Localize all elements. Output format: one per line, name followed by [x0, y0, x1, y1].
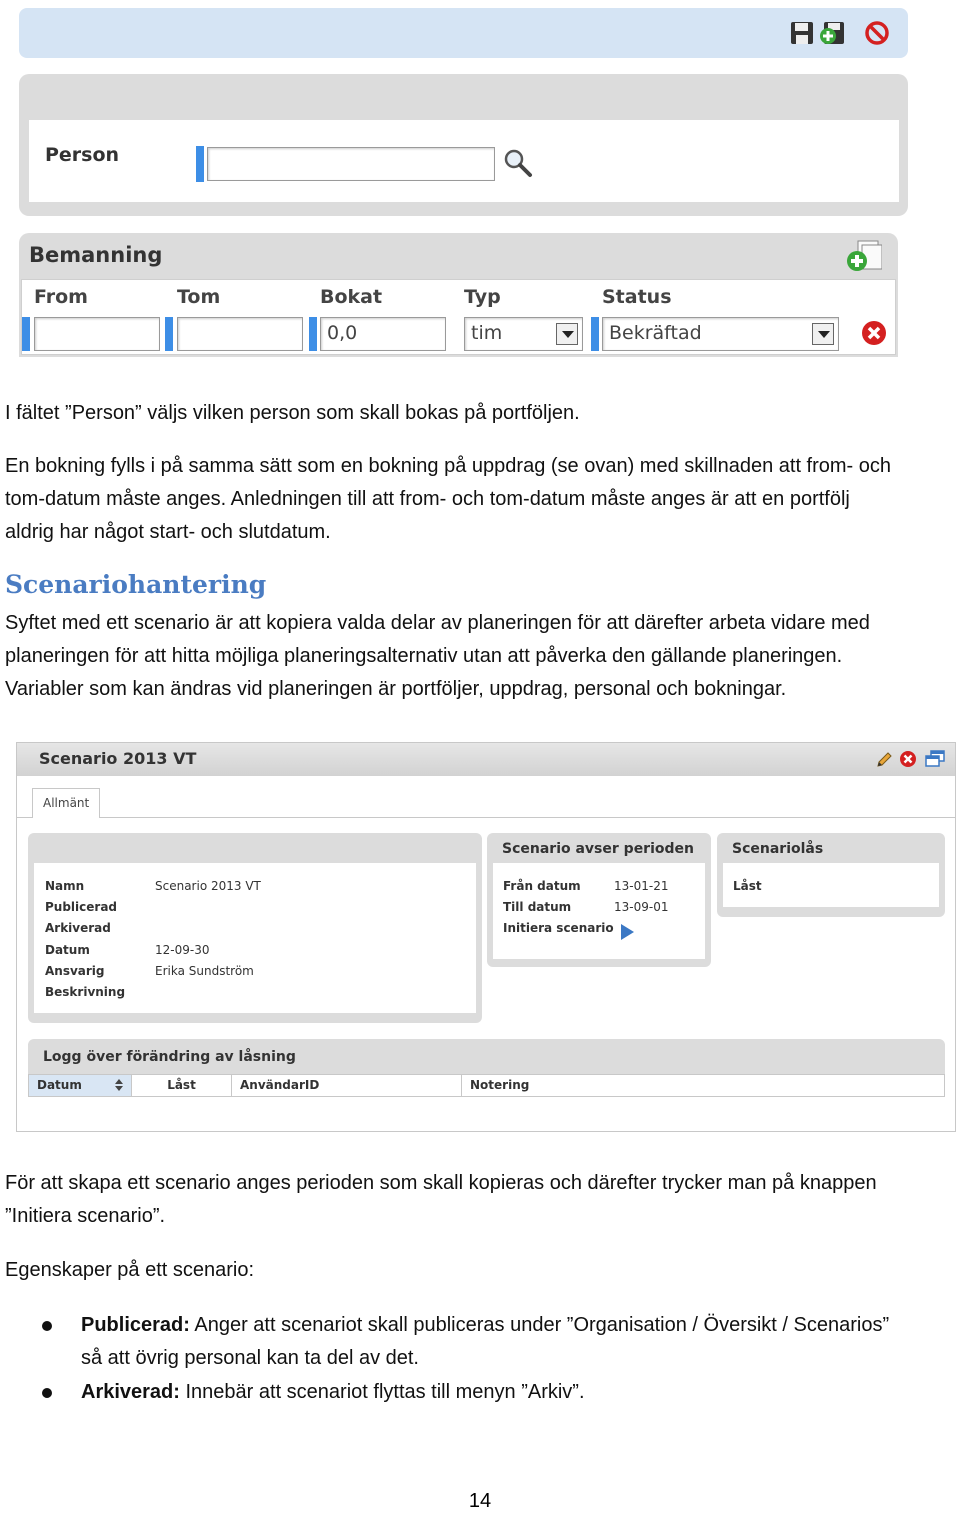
ansvarig-value: Erika Sundström	[155, 964, 254, 978]
fran-datum-value[interactable]: 13-01-21	[614, 879, 669, 893]
period-title: Scenario avser perioden	[502, 841, 694, 857]
log-table-header	[28, 1074, 945, 1097]
bemanning-body	[21, 279, 896, 355]
paragraph-booking-line3: aldrig har något start- och slutdatum.	[5, 521, 331, 543]
log-col-datum[interactable]	[29, 1075, 132, 1096]
from-input[interactable]	[34, 317, 160, 351]
page-number: 14	[468, 1490, 492, 1512]
status-value: Bekräftad	[609, 322, 702, 344]
bemanning-panel	[19, 233, 898, 357]
required-indicator	[22, 317, 30, 351]
required-indicator	[196, 146, 204, 182]
scenario-window	[16, 742, 956, 1132]
bullet-arkiverad-text: Innebär att scenariot flyttas till menyn ”Arkiv”.	[179, 1381, 585, 1403]
bullet-arkiverad-term: Arkiverad:	[81, 1381, 180, 1403]
paragraph-scenario-line1: Syftet med ett scenario är att kopiera valda delar av planeringen för att därefter arbeta vidare med	[5, 612, 870, 634]
lock-value: Låst	[733, 879, 762, 893]
add-icon[interactable]	[846, 239, 882, 273]
play-icon[interactable]	[619, 923, 635, 941]
col-bokat: Bokat	[320, 286, 383, 308]
scenario-header	[17, 743, 955, 776]
log-title: Logg över förändring av låsning	[43, 1049, 296, 1065]
dropdown-arrow-icon[interactable]	[556, 323, 578, 345]
period-panel	[487, 833, 711, 967]
status-select[interactable]	[602, 317, 839, 351]
bullet-publicerad-text: Anger att scenariot skall publiceras under ”Organisation / Översikt / Scenarios”	[189, 1314, 890, 1336]
dropdown-arrow-icon[interactable]	[812, 323, 834, 345]
datum-label: Datum	[45, 943, 90, 957]
lock-body	[723, 863, 939, 907]
scenario-title: Scenario 2013 VT	[39, 749, 197, 768]
paragraph-scenario-line2: planeringen för att hitta möjliga planeringsalternativ utan att påverka den gällande planeringen.	[5, 645, 843, 667]
log-panel	[28, 1039, 945, 1075]
bullet-publicerad-line2: så att övrig personal kan ta del av det.	[81, 1347, 419, 1369]
person-input[interactable]	[207, 147, 495, 181]
bullet-icon	[42, 1388, 52, 1398]
paragraph-booking-line2: tom-datum måste anges. Anledningen till att from- och tom-datum måste anges är att en portfölj	[5, 488, 850, 510]
col-status: Status	[602, 286, 672, 308]
typ-select[interactable]	[464, 317, 583, 351]
col-from: From	[34, 286, 88, 308]
fran-datum-label: Från datum	[503, 879, 581, 893]
initiera-label: Initiera scenario	[503, 921, 614, 935]
scenario-fields-body	[34, 863, 476, 1013]
paragraph-booking-line1: En bokning fylls i på samma sätt som en bokning på uppdrag (se ovan) med skillnaden att from- och	[5, 455, 892, 477]
section-heading: Scenariohantering	[5, 570, 267, 599]
person-label: Person	[45, 144, 120, 166]
person-panel-body	[29, 120, 899, 202]
bullet-publicerad-line1	[81, 1309, 889, 1342]
log-col-anvandarid[interactable]: AnvändarID	[232, 1075, 462, 1096]
bullet-publicerad-term: Publicerad:	[81, 1314, 190, 1336]
log-col-datum-label: Datum	[37, 1078, 82, 1092]
log-col-last[interactable]: Låst	[132, 1075, 232, 1096]
toolbar	[19, 8, 908, 58]
till-datum-value[interactable]: 13-09-01	[614, 900, 669, 914]
paragraph-person: I fältet ”Person” väljs vilken person som skall bokas på portföljen.	[5, 402, 580, 424]
period-body	[493, 863, 705, 959]
required-indicator	[591, 317, 599, 351]
bokat-input[interactable]: 0,0	[320, 317, 446, 351]
bullet-arkiverad	[81, 1376, 585, 1409]
namn-value: Scenario 2013 VT	[155, 879, 261, 893]
col-typ: Typ	[464, 286, 501, 308]
tab-divider	[17, 817, 955, 818]
delete-icon[interactable]	[860, 319, 888, 347]
required-indicator	[165, 317, 173, 351]
close-icon[interactable]	[899, 750, 917, 768]
arkiverad-label: Arkiverad	[45, 921, 111, 935]
tom-input[interactable]	[177, 317, 303, 351]
paragraph-properties: Egenskaper på ett scenario:	[5, 1259, 255, 1281]
required-indicator	[309, 317, 317, 351]
log-col-notering[interactable]: Notering	[470, 1078, 530, 1092]
person-panel	[19, 74, 908, 216]
namn-label: Namn	[45, 879, 85, 893]
typ-value: tim	[471, 322, 503, 344]
datum-value: 12-09-30	[155, 943, 210, 957]
tab-allmant[interactable]: Allmänt	[32, 788, 100, 818]
window-icon[interactable]	[925, 750, 945, 768]
cancel-icon[interactable]	[864, 20, 890, 46]
paragraph-create-line2: ”Initiera scenario”.	[5, 1205, 166, 1227]
sort-icon[interactable]	[115, 1079, 123, 1091]
publicerad-label: Publicerad	[45, 900, 118, 914]
save-icon[interactable]	[789, 20, 815, 46]
edit-icon[interactable]	[875, 751, 893, 769]
search-icon[interactable]	[503, 148, 533, 178]
bullet-icon	[42, 1321, 52, 1331]
lock-panel	[717, 833, 945, 917]
save-new-icon[interactable]	[819, 20, 845, 46]
bemanning-title: Bemanning	[29, 243, 163, 267]
lock-title: Scenariolås	[732, 841, 824, 857]
ansvarig-label: Ansvarig	[45, 964, 105, 978]
paragraph-scenario-line3: Variabler som kan ändras vid planeringen är portföljer, uppdrag, personal och bokningar.	[5, 678, 787, 700]
col-tom: Tom	[177, 286, 221, 308]
paragraph-create-line1: För att skapa ett scenario anges perioden som skall kopieras och därefter trycker man på knappen	[5, 1172, 877, 1194]
beskrivning-label: Beskrivning	[45, 985, 126, 999]
scenario-fields-panel	[28, 833, 482, 1023]
till-datum-label: Till datum	[503, 900, 572, 914]
